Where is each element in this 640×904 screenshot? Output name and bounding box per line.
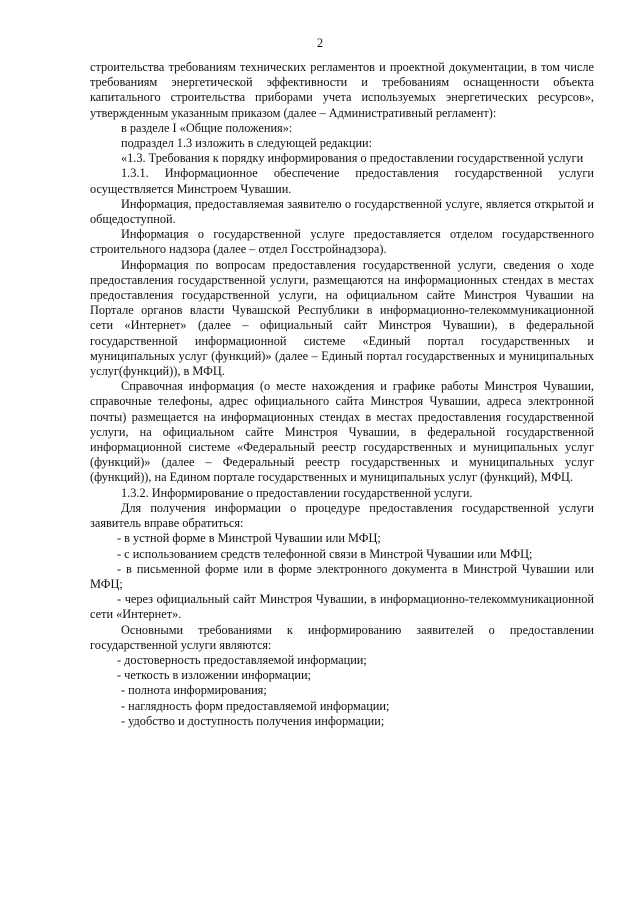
paragraph: подраздел 1.3 изложить в следующей редакции: [121, 136, 373, 151]
list-item: - через официальный сайт Минстроя Чувашии, в информационно-телекоммуникационной сети «Интернет». [90, 592, 594, 622]
list-item: - с использованием средств телефонной связи в Минстрой Чувашии или МФЦ; [117, 546, 533, 561]
paragraph: строительства требованиям технических регламентов и проектной документации, в том числе требованиям энергетической эффективности и требованиям оснащенности объекта капитального строительства приборами учета используемых энергетических ресурсов», утвержденным указанным приказом (далее – Административный регламент): [90, 60, 594, 120]
page-number: 2 [316, 36, 324, 50]
section-heading: «1.3. Требования к порядку информирования о предоставлении государственной услуги [121, 151, 584, 166]
paragraph: Основными требованиями к информированию заявителей о предоставлении государственной услуги являются: [90, 622, 594, 652]
list-item: - наглядность форм предоставляемой информации; [121, 698, 390, 713]
paragraph: Справочная информация (о месте нахождения и графике работы Минстроя Чувашии, справочные телефоны, адрес официального сайта Минстроя Чувашии, адреса электронной почты) размещается на информационных стендах в местах предоставления государственной услуги, на официальном сайте Минстроя Чувашии, в федеральной государственной информационной системе «Федеральный реестр государственных и муниципальных услуг (функций)» (далее – Федеральный реестр государственных и муниципальных услуг (функций)), на Едином портале государственных и муниципальных услуг (функций), МФЦ. [90, 379, 594, 485]
paragraph: Информация, предоставляемая заявителю о государственной услуге, является открытой и общедоступной. [90, 196, 594, 227]
list-item: - удобство и доступность получения информации; [121, 713, 385, 728]
list-item: - достоверность предоставляемой информации; [117, 652, 367, 667]
paragraph: Для получения информации о процедуре предоставления государственной услуги заявитель вправе обратиться: [90, 500, 594, 531]
list-item: - полнота информирования; [121, 683, 267, 698]
list-item: - в письменной форме или в форме электронного документа в Минстрой Чувашии или МФЦ; [90, 561, 594, 591]
list-item: - четкость в изложении информации; [117, 668, 311, 683]
paragraph: в разделе I «Общие положения»: [121, 120, 293, 135]
body-text [90, 60, 594, 729]
paragraph: 1.3.2. Информирование о предоставлении государственной услуги. [121, 485, 473, 500]
list-item: - в устной форме в Минстрой Чувашии или МФЦ; [117, 531, 381, 546]
paragraph: Информация о государственной услуге предоставляется отделом государственного строительного надзора (далее – отдел Госстройнадзора). [90, 227, 594, 257]
paragraph: 1.3.1. Информационное обеспечение предоставления государственной услуги осуществляется Минстроем Чувашии. [90, 166, 594, 196]
paragraph: Информация по вопросам предоставления государственной услуги, сведения о ходе предоставления государственной услуги, размещаются на информационных стендах в местах предоставления государственной услуги, на официальном сайте Минстроя Чувашии на Портале органов власти Чувашской Республики в информационно-телекоммуникационной сети «Интернет» (далее – официальный сайт Минстроя Чувашии), в федеральной государственной информационной системе «Единый портал государственных и муниципальных услуг (функций)» (далее – Единый портал государственных и муниципальных услуг(функций)), в МФЦ. [90, 257, 594, 379]
